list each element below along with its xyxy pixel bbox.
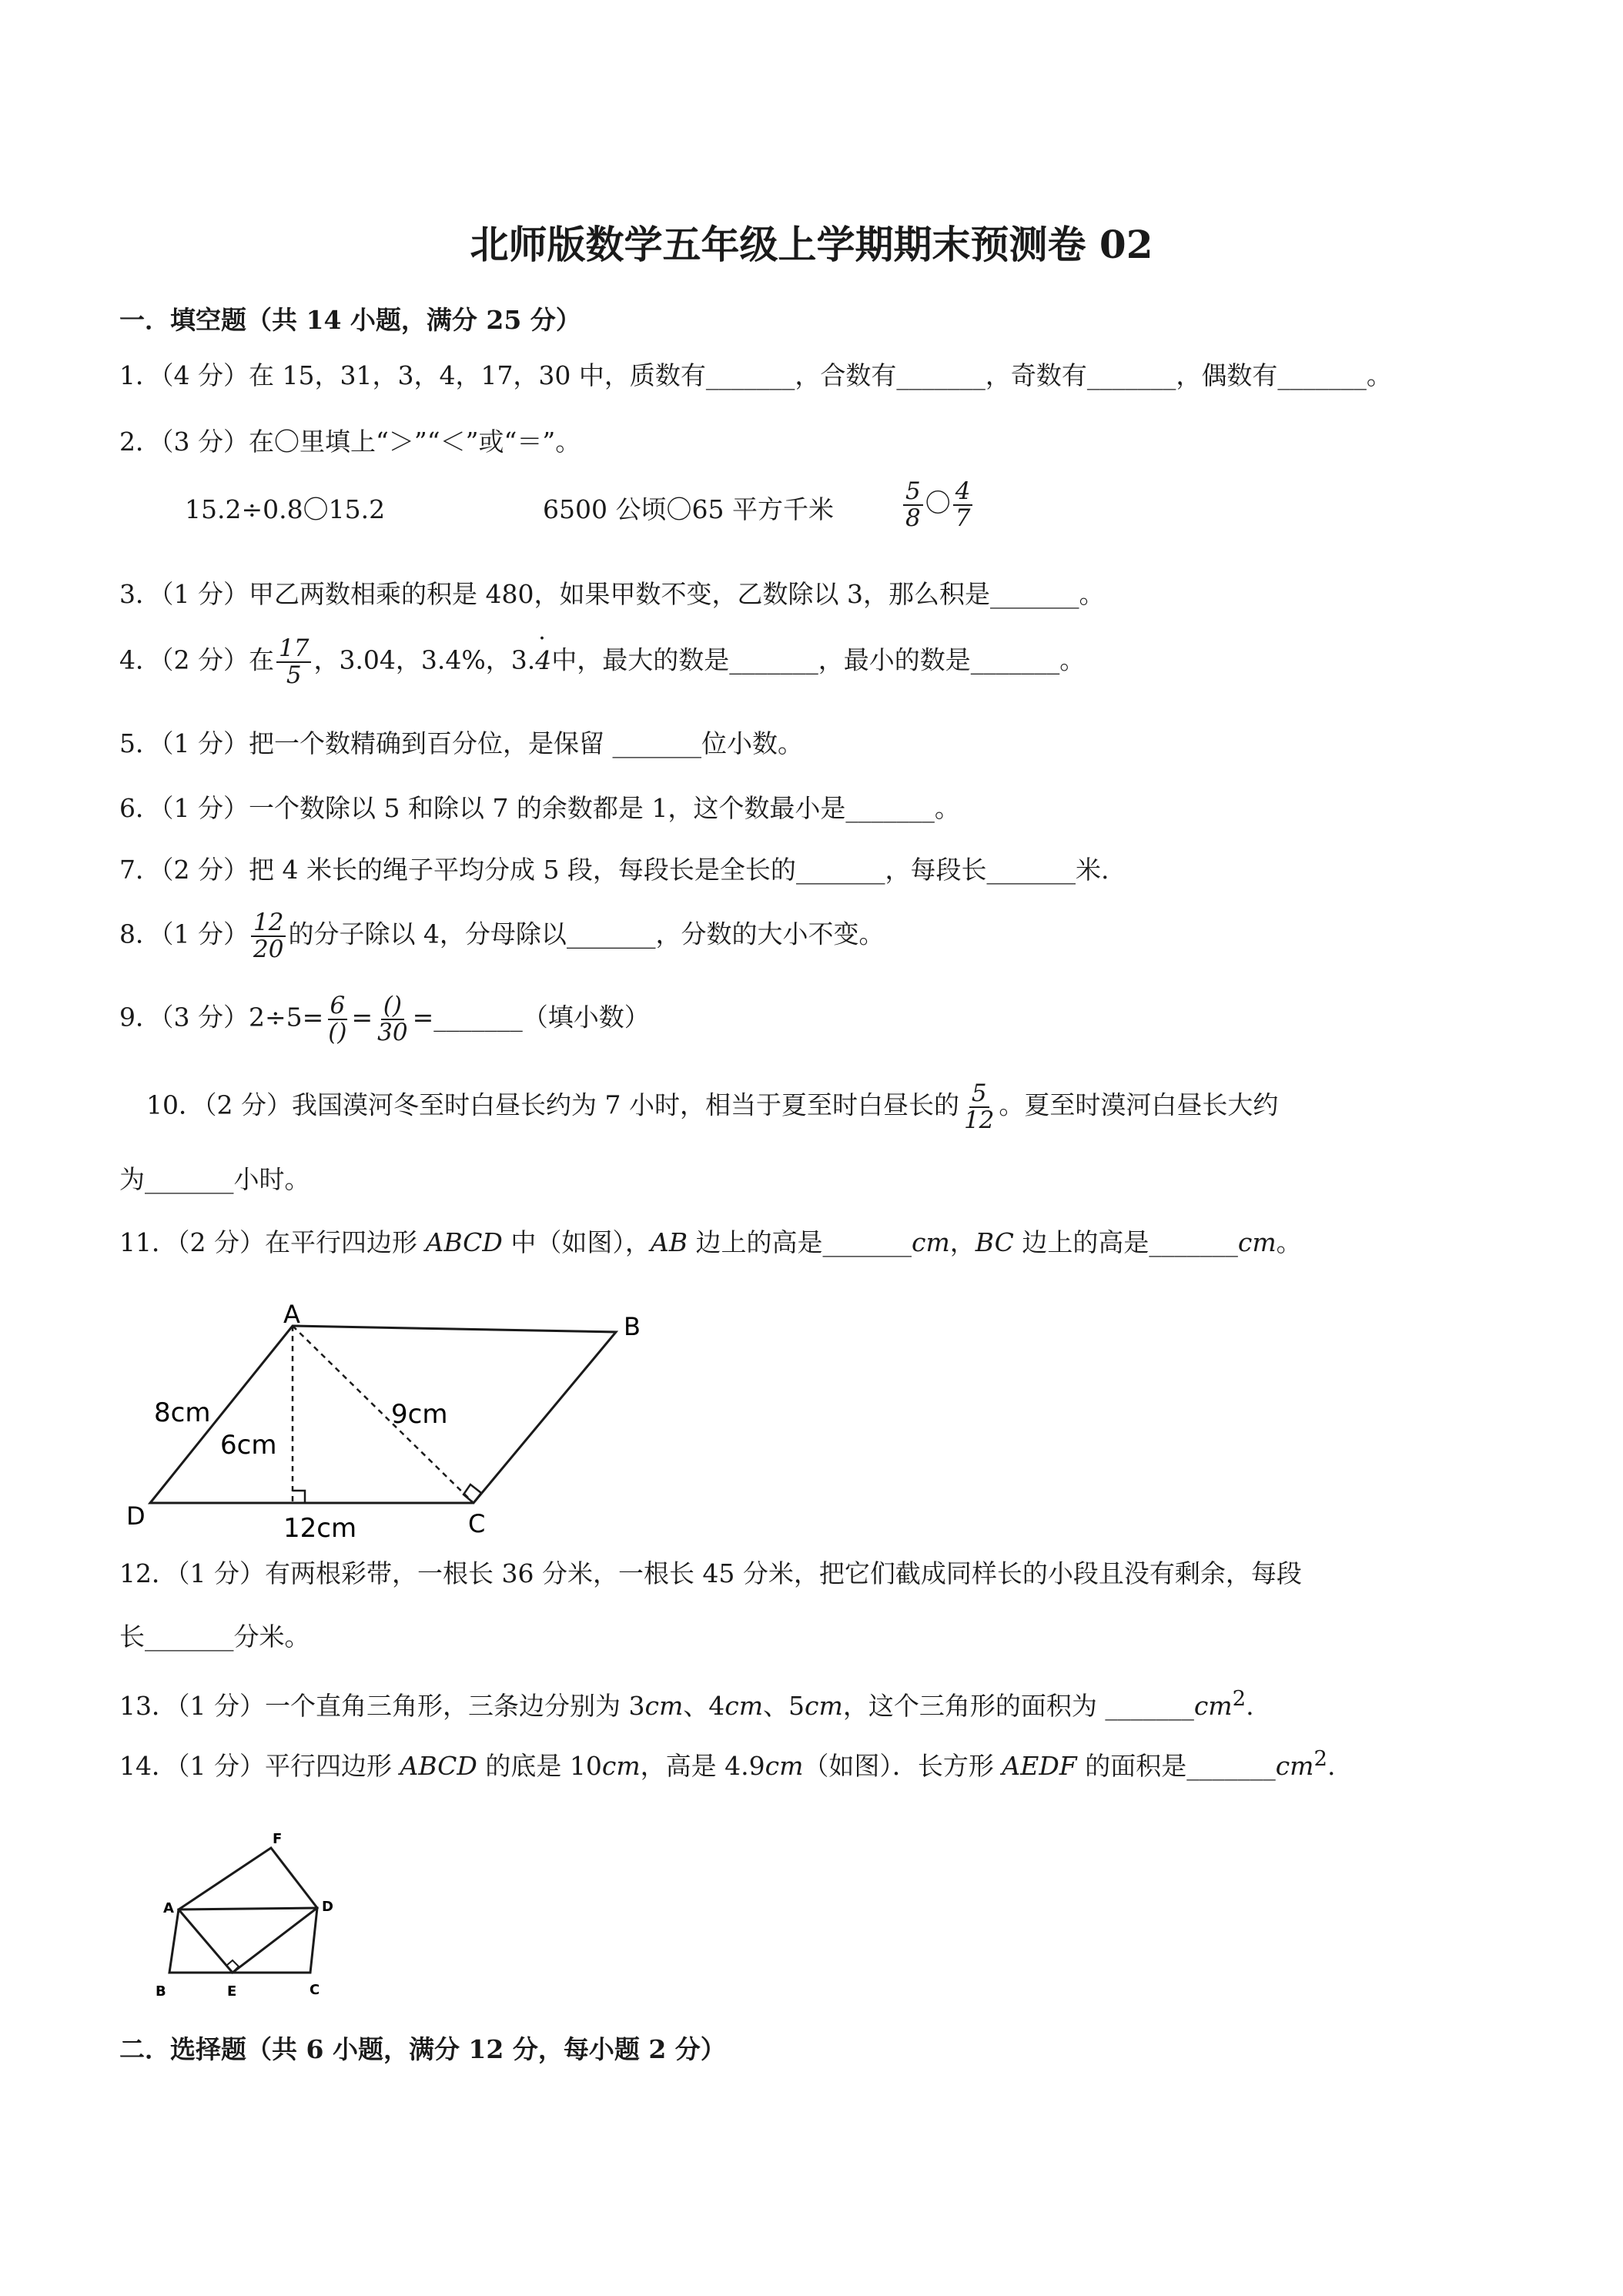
fraction: $\frac{12}{20}$ (251, 910, 286, 962)
parallelogram-abcd (150, 1326, 616, 1503)
vertex-label-a: A (283, 1301, 300, 1329)
side-length-label: 8cm (154, 1397, 211, 1428)
blank: _______ (566, 919, 656, 949)
repeating-digit: · 4 (535, 645, 551, 676)
vertex-label-d: D (322, 1899, 333, 1915)
question-11: 11．（2 分）在平行四边形 ABCD 中（如图），AB 边上的高是_______cm，BC 边上的高是_______cm。 (119, 1227, 1302, 1257)
question-9: 9．（3 分）2÷5= $\frac{6}{()}$ = $\frac{()}{30}$ =_______（填小数） (119, 992, 650, 1046)
vertex-label-d: D (126, 1501, 146, 1531)
fraction: $\frac{17}{5}$ (276, 636, 311, 688)
blank: _______ (1086, 360, 1176, 390)
section-heading-fill-in: 一．填空题（共 14 小题，满分 25 分） (119, 305, 581, 335)
blank: _______ (822, 1227, 912, 1257)
section-heading-multiple-choice: 二．选择题（共 6 小题，满分 12 分，每小题 2 分） (119, 2034, 726, 2064)
diagonal-length-label: 9cm (391, 1399, 448, 1430)
question-6: 6．（1 分）一个数除以 5 和除以 7 的余数都是 1，这个数最小是_______。 (119, 793, 960, 823)
vertex-label-f: F (273, 1831, 283, 1847)
height-length-label: 6cm (220, 1430, 277, 1461)
blank: _______ (989, 579, 1079, 609)
blank: _______ (1277, 360, 1367, 390)
vertex-label-a: A (163, 1900, 174, 1916)
blank: _______ (1186, 1751, 1276, 1781)
blank: _______ (145, 1622, 234, 1652)
fraction: $\frac{6}{()}$ (328, 992, 347, 1046)
vertex-label-c: C (468, 1509, 486, 1538)
vertex-label-b: B (624, 1312, 641, 1341)
blank: _______ (795, 855, 885, 885)
question-14: 14．（1 分）平行四边形 ABCD 的底是 10cm，高是 4.9cm（如图）．长方形 AEDF 的面积是$\_\_\_\_\_\_\_cm^2$. (119, 1746, 1336, 1781)
blank: _______ (986, 855, 1076, 885)
page-title: 北师版数学五年级上学期期末预测卷 02 (470, 222, 1153, 267)
parallelogram-figure (115, 1301, 654, 1548)
fraction: $\frac{5}{8}$ (903, 479, 923, 530)
question-3: 3．（1 分）甲乙两数相乘的积是 480，如果甲数不变，乙数除以 3，那么积是_______。 (119, 579, 1105, 609)
question-12: 12．（1 分）有两根彩带，一根长 36 分米，一根长 45 分米，把它们截成同样长的小段且没有剩余，每段 (119, 1558, 1302, 1588)
base-length-label: 12cm (283, 1513, 357, 1544)
parallelogram-abcd (169, 1908, 317, 1973)
fraction: $\frac{()}{30}$ (377, 992, 408, 1046)
blank: _______ (896, 360, 986, 390)
question-1: 1．（4 分）在 15，31，3，4，17，30 中，质数有_______，合数有_______，奇数有_______，偶数有_______。 (119, 360, 1392, 390)
question-2-item-c: $\frac{5}{8}$ 〇 $\frac{4}{7}$ (901, 479, 975, 530)
question-13: 13．（1 分）一个直角三角形，三条边分别为 3cm、4cm、5cm，这个三角形的面积为 $\_\_\_\_\_\_\_cm^2$. (119, 1686, 1254, 1721)
blank: _______ (145, 1164, 234, 1194)
rectangle-parallelogram-figure (146, 1825, 377, 2010)
fraction: $\frac{5}{12}$ (963, 1079, 995, 1134)
blank: _______ (729, 644, 818, 675)
blank: _______ (705, 360, 795, 390)
right-angle-mark (293, 1491, 305, 1503)
blank: _______ (612, 728, 701, 758)
blank: _______ (845, 793, 935, 823)
question-10: 10．（2 分）我国漠河冬至时白昼长约为 7 小时，相当于夏至时白昼长的 $\frac{5}{12}$ 。夏至时漠河白昼长大约 (146, 1079, 1279, 1134)
vertex-label-e: E (227, 1983, 237, 2000)
blank: _______ (1105, 1691, 1194, 1721)
question-4: 4．（2 分）在 $\frac{17}{5}$ ，3.04，3.4%，3.· 4中，最大的数是_______，最小的数是_______。 (119, 636, 1085, 688)
blank: _______ (433, 1002, 523, 1033)
question-10-line-2: 为_______小时。 (119, 1164, 310, 1194)
vertex-label-b: B (156, 1983, 166, 2000)
blank: _______ (970, 644, 1060, 675)
question-12-line-2: 长_______分米。 (119, 1622, 310, 1652)
question-2: 2．（3 分）在〇里填上“＞”“＜”或“＝”。 (119, 427, 581, 457)
question-2-item-a: 15.2÷0.8〇15.2 (185, 494, 386, 524)
question-5: 5．（1 分）把一个数精确到百分位，是保留 _______位小数。 (119, 728, 803, 758)
question-2-item-b: 6500 公顷〇65 平方千米 (543, 494, 834, 524)
vertex-label-c: C (310, 1982, 320, 1998)
right-angle-mark (463, 1484, 481, 1503)
blank: _______ (1149, 1227, 1238, 1257)
fraction: $\frac{4}{7}$ (953, 479, 973, 530)
question-7: 7．（2 分）把 4 米长的绳子平均分成 5 段，每段长是全长的_______，每段长_______米. (119, 855, 1109, 885)
question-8: 8．（1 分） $\frac{12}{20}$ 的分子除以 4，分母除以_______，分数的大小不变。 (119, 909, 885, 963)
